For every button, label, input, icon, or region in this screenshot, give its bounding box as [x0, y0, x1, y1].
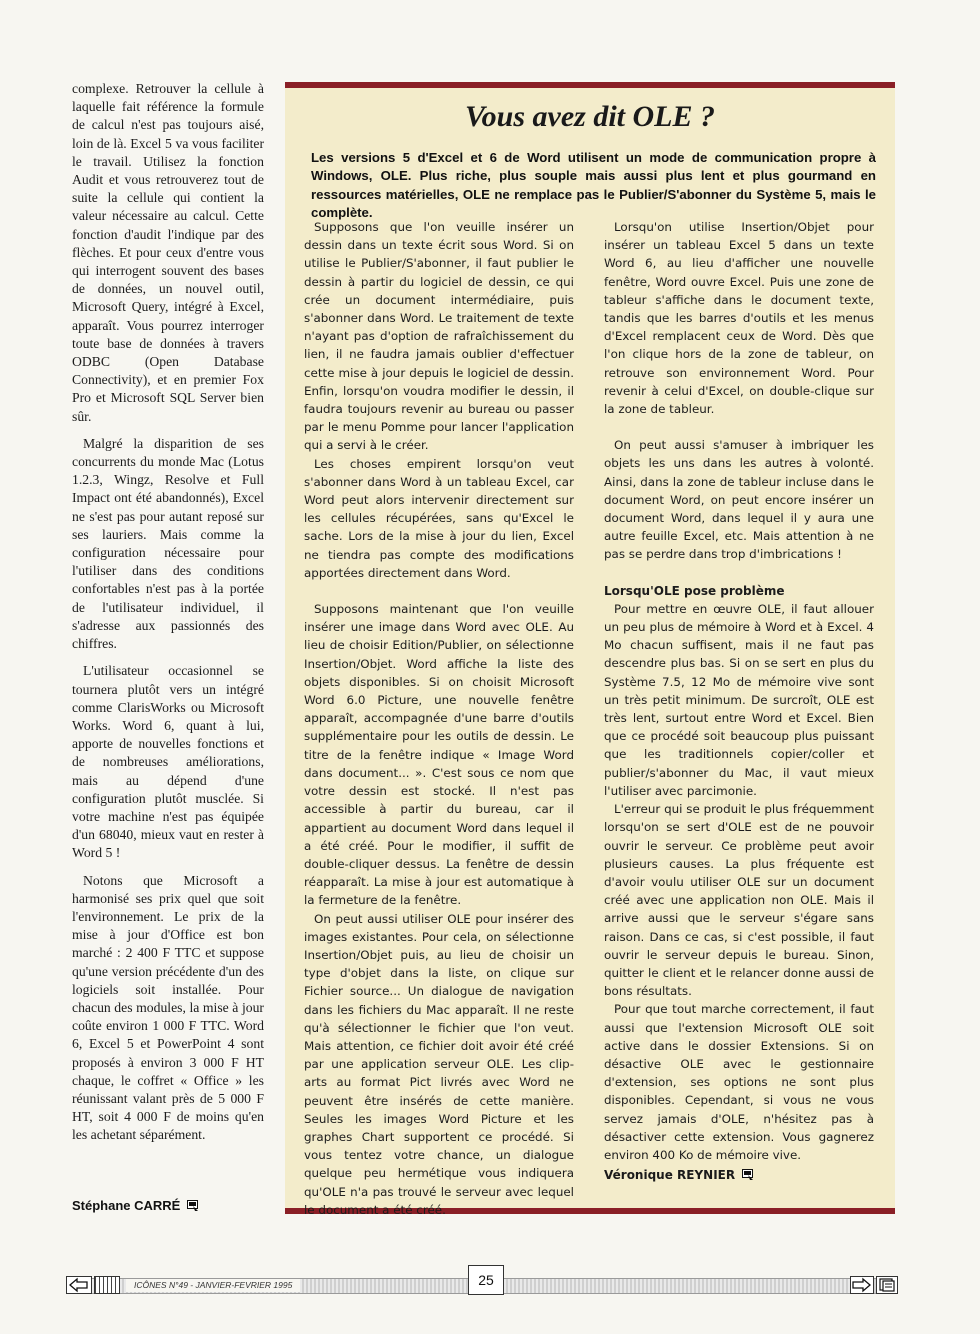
sidebar-title: Vous avez dit OLE ? [464, 100, 716, 133]
page-number: 25 [468, 1265, 504, 1295]
col2-paragraph-4: L'erreur qui se produit le plus fréquemment lorsqu'on se sert d'OLE est de ne pouvoir ouvrir le serveur. Ce problème peut avoir plusieurs causes. La plus fréquente est d'avoir voulu utiliser OLE sur un document créé avec une application non OLE. Mais il arrive aussi que le serveur s'égare sans raison. Dans ce cas, si c'est possible, il faut ouvrir le serveur depuis le bureau. Sinon, quitter le client et le relancer donne aussi de bons résultats. [604, 802, 874, 999]
left-paragraph-3: L'utilisateur occasionnel se tournera plutôt vers un intégré comme ClarisWorks ou Microsoft Works. Word 6, quant à lui, apporte de nouvelles fonctions et de nombreuses améliorations, mais au dépend d'une configuration plutôt musclée. Si votre machine n'est pas équipée d'un 68040, mieux vaut en rester à Word 5 ! [72, 663, 264, 861]
col1-paragraph-4: On peut aussi utiliser OLE pour insérer des images existantes. Pour cela, on sélectionne Insertion/Objet puis, au lieu de choisir un type d'objet dans la liste, on clique sur Fichier source... Un dialogue de navigation dans les fichiers du Mac apparaît. Il ne reste qu'à sélectionner le fichier que l'on veut. Mais attention, ce fichier doit avoir été créé par une application serveur OLE. Les clip-arts au format Pict livrés avec Word ne peuvent être insérés de cette manière. Seules les images Word Picture et les graphes Chart supportent ce procédé. Si vous tentez votre chance, un dialogue quelque peu hermétique vous indiquera qu'OLE n'a pas trouvé le serveur avec lequel le document a été créé. [304, 911, 574, 1217]
sidebar-column-1 [304, 218, 574, 1219]
left-paragraph-4: Notons que Microsoft a harmonisé ses prix quel que soit l'environnement. Le prix de la mise à jour d'Office est bon marché : 2 400 F TTC et suppose qu'une version précédente d'un des logiciels soit installée. Pour chacun des modules, la mise à jour coûte environ 1 000 F TTC. Word 6, Excel 5 et PowerPoint 4 sont proposés à environ 3 000 F HT chaque, le coffret « Office » les réunissant valant près de 5 000 F HT, soit 4 000 F de moins qu'en les achetant séparément. [72, 872, 264, 1143]
author-signature-left [72, 1198, 199, 1213]
sidebar-column-2 [604, 218, 874, 1164]
scroll-grip-icon [94, 1276, 120, 1294]
arrow-left-icon [67, 1277, 91, 1293]
author-name-right: Véronique REYNIER [604, 1168, 736, 1182]
col2-paragraph-5: Pour que tout marche correctement, il faut aussi que l'extension Microsoft OLE soit active dans le dossier Extensions. Si on désactive OLE avec le gestionnaire d'extension, ses options ne sont plus disponibles. Cependant, si vous ne vous servez jamais d'OLE, n'hésitez pas à désactiver cette extension. Vous gagnerez environ 400 Ko de mémoire vive. [604, 1002, 874, 1162]
left-paragraph-2: Malgré la disparition de ses concurrents du monde Mac (Lotus 1.2.3, Wingz, Resolve et Full Impact ont été abandonnés), Excel ne s'est pas pour autant reposé sur ses lauriers. Mais comme la configuration nécessaire pour l'utiliser dans des conditions confortables n'est pas à la portée de l'utilisateur individuel, il s'adresse aux passionnés des chiffres. [72, 435, 264, 652]
document-stack-icon [877, 1277, 897, 1293]
next-page-button[interactable] [850, 1276, 874, 1294]
journal-issue-label: ICÔNES N°49 - JANVIER-FEVRIER 1995 [126, 1279, 300, 1292]
col2-paragraph-1: Lorsqu'on utilise Insertion/Objet pour insérer un tableau Excel 5 dans un texte Word 6, au lieu d'afficher une nouvelle fenêtre, Word ouvre Excel. Puis une zone de tableur s'affiche dans le document texte, tandis que les barres d'outils et les menus d'Excel remplacent ceux de Word. Dès que l'on clique hors de la zone de tableur, on retrouve son environnement Word. Pour revenir à celui d'Excel, on double-clique sur la zone de tableur. [604, 220, 874, 417]
author-name-left: Stéphane CARRÉ [72, 1198, 181, 1213]
end-mark-icon [742, 1169, 754, 1181]
end-mark-icon [187, 1200, 199, 1212]
col1-paragraph-1: Supposons que l'on veuille insérer un dessin dans un texte écrit sous Word. Si on utilise le Publier/S'abonner, il faut publier le dessin à partir du logiciel de dessin, ce qui crée un document intermédiaire, puis s'abonner dans Word. Le traitement de texte n'ayant pas d'option de rafraîchissement du lien, il ne faudra jamais oublier d'effectuer cette mise à jour depuis le logiciel de dessin. Enfin, lorsqu'on voudra modifier le dessin, il faudra toujours revenir au bureau ou passer par le menu Pomme pour lancer l'application qui a servi à le créer. [304, 220, 574, 453]
col1-paragraph-2: Les choses empirent lorsqu'on veut s'abonner dans Word à un tableau Excel, car Word peut alors intervenir directement sur les cellules récupérées, sans qu'Excel le sache. Lors de la mise à jour du lien, Excel ne tiendra pas compte des modifications apportées directement dans Word. [304, 456, 574, 580]
previous-page-button[interactable] [66, 1276, 92, 1294]
table-of-contents-button[interactable] [876, 1276, 898, 1294]
sidebar-lead: Les versions 5 d'Excel et 6 de Word utilisent un mode de communication propre à Windows, OLE. Plus riche, plus souple mais aussi plus lent et plus gourmand en ressources matérielles, OLE ne remplace pas le Publier/S'abonner du Système 5, mais le complète. [311, 150, 876, 220]
col2-paragraph-3: Pour mettre en œuvre OLE, il faut allouer un peu plus de mémoire à Word et à Excel. 4 Mo chacun suffisent, mais il ne faut pas descendre plus bas. Si on se sert en plus du Système 7.5, 12 Mo de mémoire vive sont un très petit minimum. De surcroît, OLE est très lent, surtout entre Word et Excel. Bien que ce procédé soit beaucoup plus puissant que les traditionnels copier/coller et publier/s'abonner du Mac, il vaut mieux l'utiliser avec parcimonie. [604, 601, 874, 798]
author-signature-right [604, 1168, 754, 1182]
col2-paragraph-2: On peut aussi s'amuser à imbriquer les objets les uns dans les autres à volonté. Ainsi, dans la zone de tableur incluse dans le document Word, on peut encore insérer un document Word, dans lequel il y aura une autre feuille Excel, etc. Mais attention à ne pas se perdre dans trop d'imbrications ! [604, 438, 874, 562]
arrow-right-icon [851, 1277, 873, 1293]
page-footer [66, 1272, 896, 1295]
left-paragraph-1: complexe. Retrouver la cellule à laquelle fait référence la formule de calcul n'est pas toujours aisé, loin de là. Excel 5 va vous faciliter le travail. Utilisez la fonction Audit et vous retrouverez tout de suite la cellule qui contient la valeur nécessaire au calcul. Cette fonction d'audit l'indique par des flèches. Et pour ceux d'entre vous qui interrogent souvent des bases de données, un nouvel outil, Microsoft Query, intégré à Excel, apparaît. Vous pourrez interroger toute base de données à travers ODBC (Open Database Connectivity), et en premier Fox Pro et Microsoft SQL Server bien sûr. [72, 81, 264, 424]
left-article-column [72, 80, 264, 1154]
sidebar-subheading: Lorsqu'OLE pose problème [604, 583, 785, 598]
col1-paragraph-3: Supposons maintenant que l'on veuille insérer une image dans Word avec OLE. Au lieu de choisir Edition/Publier, on sélectionne Insertion/Objet. Word affiche la liste des objets disponibles. Si on choisit Microsoft Word 6.0 Picture, une nouvelle fenêtre apparaît, accompagnée d'une barre d'outils supplémentaire pour les outils de dessin. Le titre de la fenêtre indique « Image Word dans document... ». C'est sous ce nom que votre dessin est stocké. Il n'est pas accessible à partir du bureau, car il appartient au document Word dans lequel il a été créé. Pour le modifier, il suffit de double-cliquer dessus. La fenêtre de dessin réapparaît. La mise à jour est automatique à la fermeture de la fenêtre. [304, 602, 574, 908]
sidebar-top-rule [285, 82, 895, 88]
